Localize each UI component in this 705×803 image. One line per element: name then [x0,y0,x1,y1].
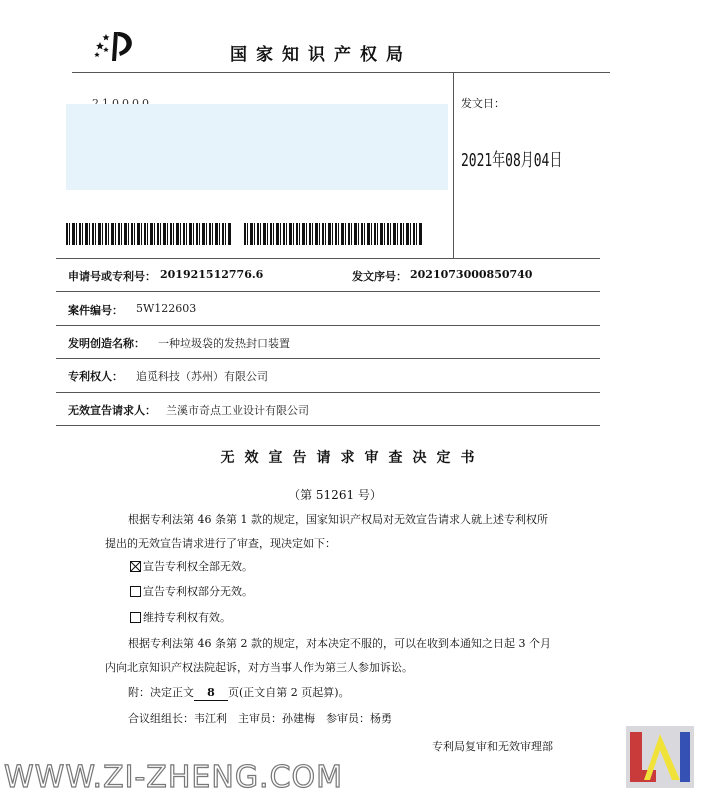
patentee: 追觅科技（苏州）有限公司 [136,370,268,383]
option-invalid-part: 宣告专利权部分无效。 [143,585,253,598]
issue-date-label: 发文日： [461,97,505,110]
application-no: 201921512776.6 [160,268,264,281]
paragraph-1-line-1: 根据专利法第 46 条第 1 款的规定，国家知识产权局对无效宣告请求人就上述专利权所 [128,513,548,526]
option-invalid-all: 宣告专利权全部无效。 [143,560,253,573]
table-rule [56,291,600,292]
invention-name-label: 发明创造名称： [68,337,145,350]
header-divider [453,72,454,259]
table-rule [56,392,600,393]
header-rule [72,72,610,73]
paragraph-2-line-2: 内向北京知识产权法院起诉，对方当事人作为第三人参加诉讼。 [105,661,413,674]
issue-date: 2021年08月04日 [461,150,563,171]
option-maintain-checkbox [130,612,141,623]
attachment-suffix: 页(正文自第 2 页起算)。 [228,686,350,699]
requester: 兰溪市奇点工业设计有限公司 [166,404,309,417]
patentee-label: 专利权人： [68,370,123,383]
paragraph-2-line-1: 根据专利法第 46 条第 2 款的规定，对本决定不服的，可以在收到本通知之日起 3 个月 [128,637,551,650]
checked-mark-icon [131,562,140,571]
paragraph-1-line-2: 提出的无效宣告请求进行了审查，现决定如下： [105,537,336,550]
option-invalid-all-checkbox [130,561,141,572]
redacted-address [66,104,448,190]
zi-zheng-logo-icon [626,726,694,788]
table-rule [56,425,600,426]
decision-title: 无效宣告请求审查决定书 [220,450,485,466]
watermark-text: WWW.ZI-ZHENG.COM [4,760,344,795]
barcode-right [244,223,422,245]
watermark-logo [626,726,694,788]
case-no-label: 案件编号： [68,304,123,317]
panel-members: 合议组组长：韦江利 主审员：孙建梅 参审员：杨勇 [128,712,392,725]
table-rule [56,325,600,326]
invention-name: 一种垃圾袋的发热封口装置 [158,337,290,350]
attachment-prefix: 附：决定正文 [128,686,194,699]
attachment-line [128,686,350,701]
decision-number: （第 51261 号） [288,488,382,502]
office-logo [94,30,142,64]
option-maintain: 维持专利权有效。 [143,611,231,624]
serial-no-label: 发文序号： [352,270,407,283]
case-no: 5W122603 [136,302,197,315]
application-no-label: 申请号或专利号： [68,270,156,283]
table-rule [56,258,600,259]
serial-no: 2021073000850740 [410,268,533,281]
office-name: 国家知识产权局 [230,45,412,65]
department: 专利局复审和无效审理部 [432,740,553,753]
barcode-left [66,223,232,245]
attachment-pages: 8 [194,686,228,701]
requester-label: 无效宣告请求人： [68,404,156,417]
option-invalid-part-checkbox [130,586,141,597]
table-rule [56,358,600,359]
